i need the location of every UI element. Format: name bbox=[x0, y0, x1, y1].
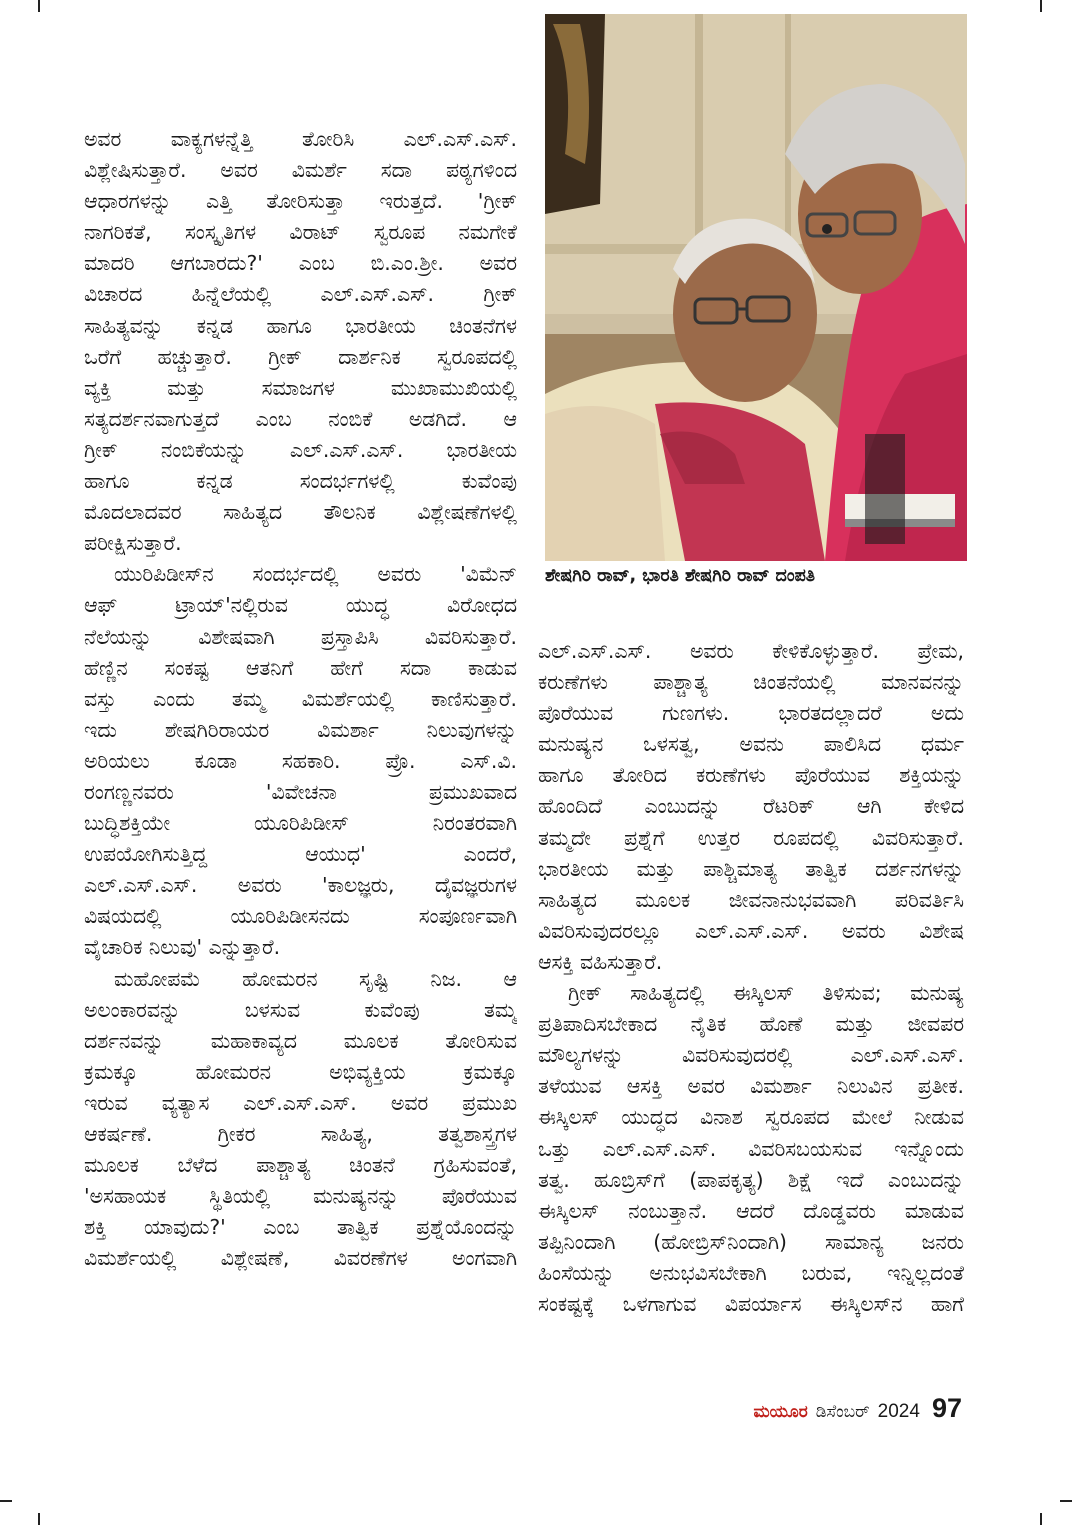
text-line: 'ಅಸಹಾಯಕ ಸ್ಥಿತಿಯಲ್ಲಿ ಮನುಷ್ಯನನ್ನು ಪೊರೆಯುವ bbox=[84, 1184, 517, 1209]
paragraph-2 bbox=[84, 559, 517, 963]
text-line: ನಾಗರಿಕತೆ, ಸಂಸ್ಕೃತಿಗಳ ವಿರಾಟ್ ಸ್ವರೂಪ ನಮಗೇಕೆ bbox=[84, 220, 517, 245]
text-line: ದರ್ಶನವನ್ನು ಮಹಾಕಾವ್ಯದ ಮೂಲಕ ತೋರಿಸುವ bbox=[84, 1028, 517, 1053]
text-line: ಎಲ್.ಎಸ್.ಎಸ್. ಅವರು ಕೇಳಿಕೊಳ್ಳುತ್ತಾರೆ. ಪ್ರೇಮ, bbox=[538, 639, 964, 663]
text-line: ಉಪಯೋಗಿಸುತ್ತಿದ್ದ ಆಯುಧ' ಎಂದರೆ, bbox=[84, 842, 517, 867]
text-line: ತಳೆಯುವ ಆಸಕ್ತಿ ಅವರ ವಿಮರ್ಶಾ ನಿಲುವಿನ ಪ್ರತೀಕ. bbox=[538, 1074, 964, 1099]
text-line: ಹೊಂದಿದೆ ಎಂಬುದನ್ನು ರೆಟರಿಕ್ ಆಗಿ ಕೇಳಿದ bbox=[538, 794, 964, 819]
photo-caption: ಶೇಷಗಿರಿ ರಾವ್, ಭಾರತಿ ಶೇಷಗಿರಿ ರಾವ್ ದಂಪತಿ bbox=[545, 566, 816, 586]
text-line: ಕರುಣೆಗಳು ಪಾಶ್ಚಾತ್ಯ ಚಿಂತನೆಯಲ್ಲಿ ಮಾನವನನ್ನು bbox=[538, 670, 964, 695]
text-line: ಹಾಗೂ ತೋರಿದ ಕರುಣೆಗಳು ಪೊರೆಯುವ ಶಕ್ತಿಯನ್ನು bbox=[538, 763, 964, 788]
text-line: ಮಾದರಿ ಆಗಬಾರದು?' ಎಂಬ ಬಿ.ಎಂ.ಶ್ರೀ. ಅವರ bbox=[84, 251, 517, 276]
crop-mark-bottom-left bbox=[38, 1513, 40, 1525]
text-line: ಯುರಿಪಿಡೀಸ್‌ನ ಸಂದರ್ಭದಲ್ಲಿ ಅವರು 'ವಿಮೆನ್ bbox=[114, 562, 517, 587]
text-line: ಹಿಂಸೆಯನ್ನು ಅನುಭವಿಸಬೇಕಾಗಿ ಬರುವ, ಇನ್ನಿಲ್ಲದಂತೆ bbox=[538, 1260, 964, 1285]
text-line: ವಿಶ್ಲೇಷಿಸುತ್ತಾರೆ. ಅವರ ವಿಮರ್ಶೆ ಸದಾ ಪಠ್ಯಗಳಿಂದ bbox=[84, 158, 517, 183]
text-line: ಆಕರ್ಷಣೆ. ಗ್ರೀಕರ ಸಾಹಿತ್ಯ, ತತ್ವಶಾಸ್ತ್ರಗಳ bbox=[84, 1122, 517, 1146]
issue-year: 2024 bbox=[877, 1401, 920, 1422]
crop-mark-bottom-right bbox=[1040, 1513, 1042, 1525]
crop-mark-top-left bbox=[38, 0, 40, 12]
text-line: ಸತ್ಯದರ್ಶನವಾಗುತ್ತದೆ ಎಂಬ ನಂಬಿಕೆ ಅಡಗಿದೆ. ಆ bbox=[84, 406, 517, 431]
text-line: ಸಂಕಷ್ಟಕ್ಕೆ ಒಳಗಾಗುವ ವಿಪರ್ಯಾಸ ಈಸ್ಕಿಲಸ್‌ನ ಹಾಗೆ bbox=[538, 1291, 964, 1316]
magazine-name: ಮಯೂರ bbox=[753, 1402, 808, 1422]
text-line: ಬುದ್ಧಿಶಕ್ತಿಯೇ ಯೂರಿಪಿಡೀಸ್ ನಿರಂತರವಾಗಿ bbox=[84, 811, 517, 836]
text-line: ಗ್ರೀಕ್ ಸಾಹಿತ್ಯದಲ್ಲಿ ಈಸ್ಕಿಲಸ್ ತಿಳಿಸುವ; ಮನುಷ್ಯ bbox=[568, 981, 964, 1006]
text-line: ವಿವರಿಸುವುದರಲ್ಲೂ ಎಲ್.ಎಸ್.ಎಸ್. ಅವರು ವಿಶೇಷ bbox=[538, 918, 964, 943]
text-line: ವಿಮರ್ಶೆಯಲ್ಲಿ ವಿಶ್ಲೇಷಣೆ, ವಿವರಣೆಗಳ ಅಂಗವಾಗಿ bbox=[84, 1246, 517, 1271]
text-line: ಪೊರೆಯುವ ಗುಣಗಳು. ಭಾರತದಲ್ಲಾದರೆ ಅದು bbox=[538, 701, 964, 726]
text-line: ಸಾಹಿತ್ಯವನ್ನು ಕನ್ನಡ ಹಾಗೂ ಭಾರತೀಯ ಚಿಂತನೆಗಳ bbox=[84, 313, 517, 338]
text-line: ಶಕ್ತಿ ಯಾವುದು?' ಎಂಬ ತಾತ್ವಿಕ ಪ್ರಶ್ನೆಯೊಂದನ್ನು bbox=[84, 1215, 517, 1240]
text-line: ಮೂಲಕ ಬೆಳೆದ ಪಾಶ್ಚಾತ್ಯ ಚಿಂತನೆ ಗ್ರಹಿಸುವಂತೆ, bbox=[84, 1153, 517, 1178]
text-line: ರಂಗಣ್ಣನವರು 'ವಿವೇಚನಾ ಪ್ರಮುಖವಾದ bbox=[84, 779, 517, 804]
photo-illustration bbox=[545, 14, 967, 561]
crop-mark-side-right bbox=[1060, 1500, 1072, 1502]
text-line: ಅರಿಯಲು ಕೂಡಾ ಸಹಕಾರಿ. ಪ್ರೊ. ಎಸ್.ವಿ. bbox=[84, 748, 517, 773]
text-line: ಒರೆಗೆ ಹಚ್ಚುತ್ತಾರೆ. ಗ್ರೀಕ್ ದಾರ್ಶನಿಕ ಸ್ವರೂಪದಲ್ಲಿ bbox=[84, 344, 517, 369]
page-footer bbox=[753, 1393, 962, 1424]
text-line: ಆಸಕ್ತಿ ವಹಿಸುತ್ತಾರೆ. bbox=[538, 949, 663, 974]
left-column bbox=[84, 124, 517, 1274]
text-line: ವಸ್ತು ಎಂದು ತಮ್ಮ ವಿಮರ್ಶೆಯಲ್ಲಿ ಕಾಣಿಸುತ್ತಾರೆ. bbox=[84, 686, 517, 711]
text-line: ತಪ್ಪಿನಿಂದಾಗಿ (ಹೋಬ್ರಿಸ್‌ನಿಂದಾಗಿ) ಸಾಮಾನ್ಯ ಜನರು bbox=[538, 1229, 964, 1254]
text-line: ಈಸ್ಕಿಲಸ್ ನಂಬುತ್ತಾನೆ. ಆದರೆ ದೊಡ್ಡವರು ಮಾಡುವ bbox=[538, 1198, 964, 1223]
right-column bbox=[538, 636, 964, 1320]
crop-mark-side-left bbox=[0, 1500, 12, 1502]
text-line: ಕ್ರಮಕ್ಕೂ ಹೋಮರನ ಅಭಿವ್ಯಕ್ತಿಯ ಕ್ರಮಕ್ಕೂ bbox=[84, 1059, 517, 1084]
paragraph-3 bbox=[84, 964, 517, 1275]
paragraph-5 bbox=[538, 978, 964, 1320]
paragraph-1 bbox=[84, 124, 517, 559]
text-line: ಆಫ್ ಟ್ರಾಯ್'ನಲ್ಲಿರುವ ಯುದ್ಧ ವಿರೋಧದ bbox=[84, 593, 517, 618]
text-line: ವೈಚಾರಿಕ ನಿಲುವು' ಎನ್ನುತ್ತಾರೆ. bbox=[84, 935, 281, 960]
issue-month: ಡಿಸೆಂಬರ್ bbox=[815, 1402, 870, 1422]
text-line: ವ್ಯಕ್ತಿ ಮತ್ತು ಸಮಾಜಗಳ ಮುಖಾಮುಖಿಯಲ್ಲಿ bbox=[84, 375, 517, 400]
text-line: ಭಾರತೀಯ ಮತ್ತು ಪಾಶ್ಚಿಮಾತ್ಯ ತಾತ್ವಿಕ ದರ್ಶನಗಳನ್ನು bbox=[538, 856, 964, 881]
text-line: ಆಧಾರಗಳನ್ನು ಎತ್ತಿ ತೋರಿಸುತ್ತಾ ಇರುತ್ತದೆ. 'ಗ್ರೀಕ್ bbox=[84, 189, 517, 214]
text-line: ಮೌಲ್ಯಗಳನ್ನು ವಿವರಿಸುವುದರಲ್ಲಿ ಎಲ್.ಎಸ್.ಎಸ್. bbox=[538, 1043, 964, 1068]
text-line: ಹಾಗೂ ಕನ್ನಡ ಸಂದರ್ಭಗಳಲ್ಲಿ ಕುವೆಂಪು bbox=[84, 469, 517, 494]
text-line: ವಿಚಾರದ ಹಿನ್ನೆಲೆಯಲ್ಲಿ ಎಲ್.ಎಸ್.ಎಸ್. ಗ್ರೀಕ್ bbox=[84, 282, 517, 307]
text-line: ಮನುಷ್ಯನ ಒಳಸತ್ವ, ಅವನು ಪಾಲಿಸಿದ ಧರ್ಮ bbox=[538, 732, 964, 757]
text-line: ಒತ್ತು ಎಲ್.ಎಸ್.ಎಸ್. ವಿವರಿಸಬಯಸುವ ಇನ್ನೊಂದು bbox=[538, 1136, 964, 1161]
page-number: 97 bbox=[931, 1393, 962, 1423]
text-line: ಪ್ರತಿಪಾದಿಸಬೇಕಾದ ನೈತಿಕ ಹೊಣೆ ಮತ್ತು ಜೀವಪರ bbox=[538, 1012, 964, 1037]
paragraph-4 bbox=[538, 636, 964, 978]
article-photo bbox=[545, 14, 967, 561]
text-line: ಅವರ ವಾಕ್ಯಗಳನ್ನೆತ್ತಿ ತೋರಿಸಿ ಎಲ್.ಎಸ್.ಎಸ್. bbox=[84, 127, 517, 151]
text-line: ಮೊದಲಾದವರ ಸಾಹಿತ್ಯದ ತೌಲನಿಕ ವಿಶ್ಲೇಷಣೆಗಳಲ್ಲಿ bbox=[84, 500, 517, 525]
text-line: ಮಹೋಪಮೆ ಹೋಮರನ ಸೃಷ್ಟಿ ನಿಜ. ಆ bbox=[114, 966, 517, 991]
text-line: ತಮ್ಮದೇ ಪ್ರಶ್ನೆಗೆ ಉತ್ತರ ರೂಪದಲ್ಲಿ ವಿವರಿಸುತ್ತಾರೆ. bbox=[538, 825, 964, 850]
text-line: ವಿಷಯದಲ್ಲಿ ಯೂರಿಪಿಡೀಸನದು ಸಂಪೂರ್ಣವಾಗಿ bbox=[84, 904, 517, 929]
text-line: ಅಲಂಕಾರವನ್ನು ಬಳಸುವ ಕುವೆಂಪು ತಮ್ಮ bbox=[84, 997, 517, 1022]
text-line: ಇರುವ ವ್ಯತ್ಯಾಸ ಎಲ್.ಎಸ್.ಎಸ್. ಅವರ ಪ್ರಮುಖ bbox=[84, 1090, 517, 1115]
text-line: ಗ್ರೀಕ್ ನಂಬಿಕೆಯನ್ನು ಎಲ್.ಎಸ್.ಎಸ್. ಭಾರತೀಯ bbox=[84, 437, 517, 462]
text-line: ತತ್ವ. ಹೂಬ್ರಿಸ್‌ಗೆ (ಪಾಪಕೃತ್ಯ) ಶಿಕ್ಷೆ ಇದೆ ಎಂಬುದನ್ನು bbox=[538, 1167, 964, 1192]
text-line: ನೆಲೆಯನ್ನು ವಿಶೇಷವಾಗಿ ಪ್ರಸ್ತಾಪಿಸಿ ವಿವರಿಸುತ್ತಾರೆ. bbox=[84, 624, 517, 649]
text-line: ಸಾಹಿತ್ಯದ ಮೂಲಕ ಜೀವನಾನುಭವವಾಗಿ ಪರಿವರ್ತಿಸಿ bbox=[538, 887, 964, 912]
text-line: ಈಸ್ಕಿಲಸ್ ಯುದ್ಧದ ವಿನಾಶ ಸ್ವರೂಪದ ಮೇಲೆ ನೀಡುವ bbox=[538, 1105, 964, 1130]
text-line: ಇದು ಶೇಷಗಿರಿರಾಯರ ವಿಮರ್ಶಾ ನಿಲುವುಗಳನ್ನು bbox=[84, 717, 517, 742]
text-line: ಪರೀಕ್ಷಿಸುತ್ತಾರೆ. bbox=[84, 531, 182, 556]
text-line: ಎಲ್.ಎಸ್.ಎಸ್. ಅವರು 'ಕಾಲಜ್ಞರು, ದೈವಜ್ಞರುಗಳ bbox=[84, 873, 517, 898]
crop-mark-top-right bbox=[1040, 0, 1042, 12]
text-line: ಹೆಣ್ಣಿನ ಸಂಕಷ್ಟ ಆತನಿಗೆ ಹೇಗೆ ಸದಾ ಕಾಡುವ bbox=[84, 655, 517, 680]
